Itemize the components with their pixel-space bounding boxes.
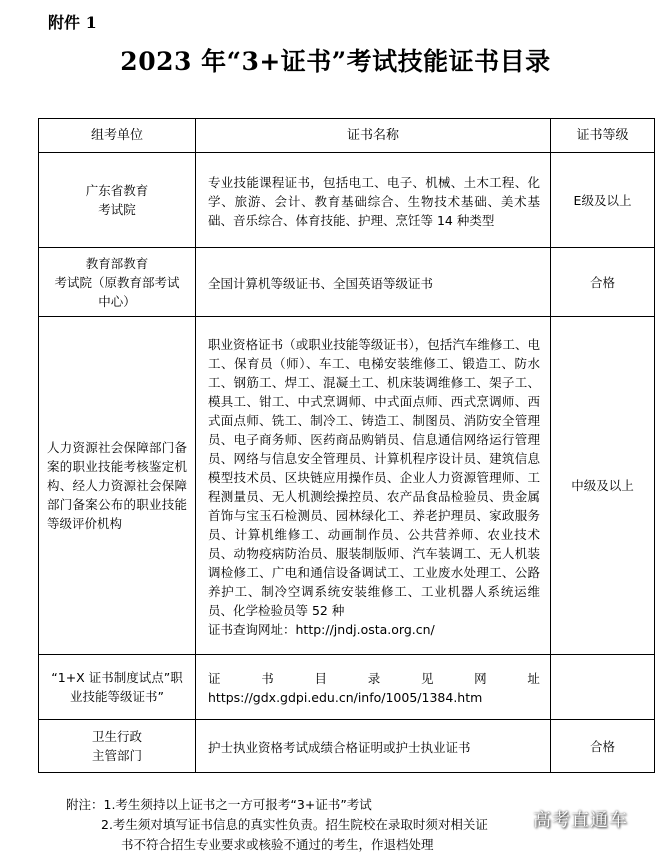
cert-query-url: 证书查询网址：http://jndj.osta.org.cn/ [208, 621, 435, 637]
table-row [39, 720, 655, 773]
cert-cell: 护士执业资格考试成绩合格证明或护士执业证书 [196, 720, 551, 773]
header-cert: 证书名称 [196, 119, 551, 153]
level-cell: 合格 [551, 720, 655, 773]
certificate-table [38, 118, 655, 773]
org-cell: 卫生行政 主管部门 [39, 720, 196, 773]
org-cell: 广东省教育 考试院 [39, 153, 196, 248]
cert-list: 职业资格证书（或职业技能等级证书），包括汽车维修工、电工、保育员（师）、车工、电梯安装维修工、锻造工、防水工、钢筋工、焊工、混凝土工、机床装调维修工、架子工、模具工、钳工、中式烹调师、中式面点师、西式烹调师、西式面点师、铣工、制冷工、铸造工、制图员、消防安全管理员、电子商务师、医药商品购销员、信息通信网络运行管理员、网络与信息安全管理员、计算机程序设计员、建筑信息模型技术员、区块链应用操作员、企业人力资源管理师、工程测量员、无人机测绘操控员、农产品食品检验员、贵金属首饰与宝玉石检测员、园林绿化工、养老护理员、家政服务员、计算机维修工、动画制作员、公共营养师、农业技术员、动物疫病防治员、服装制版师、汽车装调工、无人机装调检修工、广电和通信设备调试工、工业废水处理工、公路养护工、制冷空调系统安装维修工、工业机器人系统运维员、化学检验员等 52 种 [208, 336, 540, 618]
level-cell: 合格 [551, 248, 655, 317]
table-row [39, 153, 655, 248]
org-cell: 教育部教育 考试院（原教育部考试 中心） [39, 248, 196, 317]
attachment-label: 附件 1 [48, 13, 97, 32]
level-cell: E级及以上 [551, 153, 655, 248]
org-cell: 人力资源社会保障部门备案的职业技能考核鉴定机构、经人力资源社会保障部门备案公布的职业技能等级评价机构 [39, 317, 196, 655]
note-line-2: 2.考生须对填写证书信息的真实性负责。招生院校在录取时须对相关证 [101, 817, 488, 832]
cert-url-link[interactable]: https://gdx.gdpi.edu.cn/info/1005/1384.htm [208, 690, 483, 705]
level-cell: 中级及以上 [551, 317, 655, 655]
table-row [39, 248, 655, 317]
note-line-1: 附注：1.考生须持以上证书之一方可报考“3+证书”考试 [66, 797, 372, 812]
cert-cell: 全国计算机等级证书、全国英语等级证书 [196, 248, 551, 317]
table-header-row [39, 119, 655, 153]
header-level: 证书等级 [551, 119, 655, 153]
level-cell [551, 655, 655, 720]
header-org: 组考单位 [39, 119, 196, 153]
table-row [39, 317, 655, 655]
watermark: 高考直通车 [533, 810, 628, 831]
note-line-3: 书不符合招生专业要求或核验不通过的考生，作退档处理 [121, 837, 434, 852]
org-cell: “1+X 证书制度试点”职业技能等级证书” [39, 655, 196, 720]
page-title: 2023 年“3+证书”考试技能证书目录 [120, 47, 551, 76]
cert-cell: 专业技能课程证书，包括电工、电子、机械、土木工程、化学、旅游、会计、教育基础综合、生物技术基础、美术基础、音乐综合、体育技能、护理、烹饪等 14 种类型 [196, 153, 551, 248]
table-row [39, 655, 655, 720]
cert-cell [196, 317, 551, 655]
cert-spread-text: 证 书 目 录 见 网 址 [208, 671, 540, 686]
cert-cell [196, 655, 551, 720]
